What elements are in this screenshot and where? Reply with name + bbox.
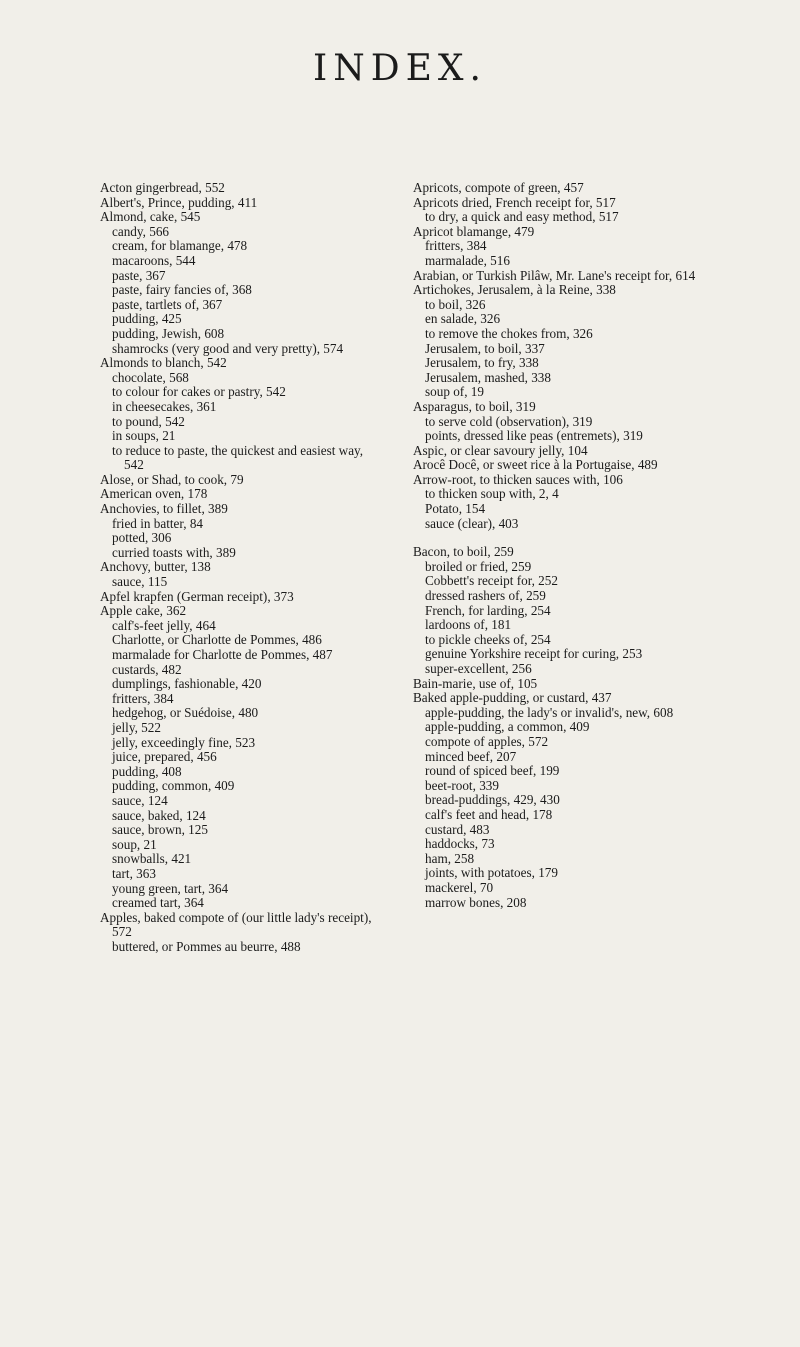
index-subentry: creamed tart, 364 [112, 895, 204, 911]
index-subentry: calf's feet and head, 178 [425, 806, 553, 822]
index-subentry: soup of, 19 [425, 384, 484, 400]
index-subentry: sauce, 115 [112, 574, 168, 590]
index-subentry: marmalade for Charlotte de Pommes, 487 [112, 647, 333, 662]
index-entry: Apricot blamange, 479 [413, 223, 535, 239]
index-entry: Bacon, to boil, 259 [413, 544, 514, 560]
index-subentry: apple-pudding, the lady's or invalid's, new, 608 [425, 704, 674, 720]
index-subentry: buttered, or Pommes au beurre, 488 [112, 938, 301, 954]
index-subentry: to remove the chokes from, 326 [425, 325, 593, 341]
index-subentry: pudding, Jewish, 608 [112, 325, 225, 341]
index-subentry: juice, prepared, 456 [112, 749, 217, 765]
index-subentry: in cheesecakes, 361 [112, 398, 217, 414]
index-subentry: paste, tartlets of, 367 [112, 296, 223, 312]
index-entry: Anchovies, to fillet, 389 [100, 501, 228, 517]
index-subentry: soup, 21 [112, 836, 157, 852]
index-subentry: candy, 566 [112, 223, 170, 239]
index-subentry: haddocks, 73 [425, 836, 495, 852]
index-entry: Anchovy, butter, 138 [100, 559, 211, 575]
index-subentry: mackerel, 70 [425, 879, 494, 895]
index-subentry: lardoons of, 181 [425, 617, 512, 633]
index-entry: Arocê Docê, or sweet rice à la Portugaise, 489 [413, 457, 658, 473]
index-subentry: broiled or fried, 259 [425, 558, 532, 574]
index-entry: Bain-marie, use of, 105 [413, 675, 538, 691]
index-entry: Apples, baked compote of (our little lady's receipt), 572 [100, 909, 372, 940]
index-subentry: cream, for blamange, 478 [112, 238, 248, 254]
index-subentry: to pound, 542 [112, 413, 185, 429]
index-subentry: Charlotte, or Charlotte de Pommes, 486 [112, 632, 322, 648]
index-subentry: marrow bones, 208 [425, 894, 527, 910]
index-subentry: dumplings, fashionable, 420 [112, 676, 262, 692]
index-subentry: ham, 258 [425, 850, 475, 866]
index-subentry: Jerusalem, mashed, 338 [425, 369, 551, 385]
index-subentry: bread-puddings, 429, 430 [425, 792, 560, 808]
index-subentry: hedgehog, or Suédoise, 480 [112, 705, 259, 721]
index-subentry: to serve cold (observation), 319 [425, 413, 593, 429]
index-entry: Almonds to blanch, 542 [100, 355, 227, 371]
section-gap [413, 531, 698, 545]
index-subentry: Jerusalem, to boil, 337 [425, 340, 545, 356]
index-entry: Albert's, Prince, pudding, 411 [100, 194, 258, 210]
index-subentry: beet-root, 339 [425, 777, 499, 793]
index-subentry: paste, 367 [112, 267, 166, 283]
index-subentry: to reduce to paste, the quickest and easiest way, 542 [112, 442, 364, 473]
index-subentry: young green, tart, 364 [112, 880, 229, 896]
index-subentry: sauce, 124 [112, 792, 168, 808]
index-entry: Apple cake, 362 [100, 603, 187, 619]
index-subentry: fried in batter, 84 [112, 515, 204, 531]
index-subentry: fritters, 384 [112, 690, 174, 706]
index-subentry: sauce, brown, 125 [112, 822, 208, 838]
index-subentry: to dry, a quick and easy method, 517 [425, 209, 619, 225]
index-subentry: potted, 306 [112, 530, 172, 546]
index-subentry: pudding, common, 409 [112, 778, 235, 794]
index-subentry: round of spiced beef, 199 [425, 763, 560, 779]
index-subentry: sauce (clear), 403 [425, 515, 519, 531]
index-entry: American oven, 178 [100, 486, 208, 502]
index-subentry: shamrocks (very good and very pretty), 574 [112, 340, 344, 356]
index-subentry: to colour for cakes or pastry, 542 [112, 384, 286, 400]
index-subentry: Potato, 154 [425, 501, 486, 517]
index-entry: Almond, cake, 545 [100, 209, 201, 225]
index-subentry: apple-pudding, a common, 409 [425, 719, 590, 735]
index-subentry: fritters, 384 [425, 238, 487, 254]
index-entry: Baked apple-pudding, or custard, 437 [413, 690, 612, 706]
index-subentry: in soups, 21 [112, 428, 176, 444]
index-subentry: joints, with potatoes, 179 [425, 865, 558, 881]
index-subentry: paste, fairy fancies of, 368 [112, 282, 252, 298]
index-column-left [100, 181, 380, 954]
index-subentry: sauce, baked, 124 [112, 807, 206, 823]
index-subentry: curried toasts with, 389 [112, 544, 236, 560]
index-subentry: jelly, exceedingly fine, 523 [112, 734, 256, 750]
index-subentry: calf's-feet jelly, 464 [112, 617, 216, 633]
index-subentry: genuine Yorkshire receipt for curing, 253 [425, 646, 643, 662]
index-entry: Artichokes, Jerusalem, à la Reine, 338 [413, 282, 616, 298]
index-subentry: tart, 363 [112, 865, 156, 881]
index-subentry: custard, 483 [425, 821, 490, 837]
index-subentry: jelly, 522 [112, 719, 161, 735]
index-subentry: marmalade, 516 [425, 252, 510, 268]
index-subentry: points, dressed like peas (entremets), 319 [425, 428, 643, 444]
index-subentry: dressed rashers of, 259 [425, 588, 546, 604]
index-subentry: to boil, 326 [425, 296, 486, 312]
page-title: INDEX. [313, 48, 487, 89]
index-subentry: to thicken soup with, 2, 4 [425, 486, 559, 502]
index-subentry: chocolate, 568 [112, 369, 189, 385]
index-subentry: pudding, 408 [112, 763, 182, 779]
index-subentry: to pickle cheeks of, 254 [425, 631, 551, 647]
index-subentry: compote of apples, 572 [425, 733, 549, 749]
index-subentry: en salade, 326 [425, 311, 501, 327]
index-subentry: custards, 482 [112, 661, 182, 677]
index-subentry: macaroons, 544 [112, 252, 196, 268]
index-subentry: French, for larding, 254 [425, 602, 551, 618]
index-subentry: super-excellent, 256 [425, 661, 532, 676]
index-subentry: snowballs, 421 [112, 851, 192, 867]
index-entry: Asparagus, to boil, 319 [413, 398, 536, 414]
index-entry: Arrow-root, to thicken sauces with, 106 [413, 471, 623, 487]
index-subentry: pudding, 425 [112, 311, 182, 327]
index-entry: Alose, or Shad, to cook, 79 [100, 471, 244, 487]
index-entry: Apfel krapfen (German receipt), 373 [100, 588, 294, 604]
index-column-right [413, 181, 698, 910]
index-subentry: Cobbett's receipt for, 252 [425, 573, 558, 589]
index-entry: Apricots, compote of green, 457 [413, 180, 584, 195]
index-subentry: Jerusalem, to fry, 338 [425, 355, 539, 371]
index-subentry: minced beef, 207 [425, 748, 517, 764]
index-entry: Apricots dried, French receipt for, 517 [413, 194, 616, 210]
index-entry: Acton gingerbread, 552 [100, 180, 225, 195]
index-entry: Arabian, or Turkish Pilâw, Mr. Lane's receipt for, 614 [413, 267, 696, 283]
index-entry: Aspic, or clear savoury jelly, 104 [413, 442, 588, 458]
